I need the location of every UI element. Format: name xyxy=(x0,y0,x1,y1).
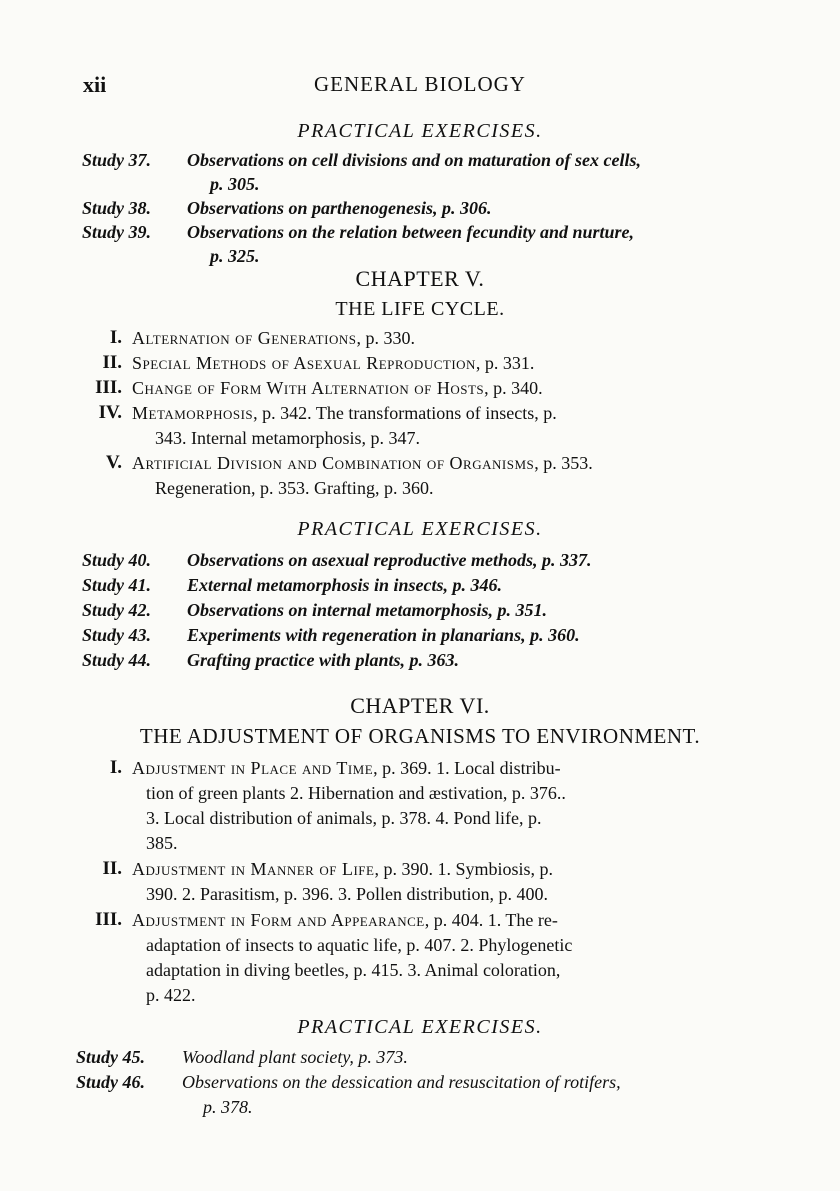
chapter-title: CHAPTER VI. xyxy=(350,693,490,718)
study-label: Study 43. xyxy=(82,625,152,645)
practical-exercises-heading: PRACTICAL EXERCISES. xyxy=(297,120,543,142)
practical-exercises-heading: PRACTICAL EXERCISES. xyxy=(297,518,543,540)
section-continuation: adaptation of insects to aquatic life, p. 407. 2. Phylogenetic xyxy=(146,935,573,955)
study-page: p. 305. xyxy=(210,174,260,194)
section-number: II. xyxy=(102,858,122,879)
study-entry xyxy=(0,1070,840,1118)
section-heading: Special Methods of Asexual Reproduction xyxy=(132,353,476,373)
section-continuation: 385. xyxy=(146,833,178,853)
page-number: xii xyxy=(83,72,107,97)
study-text: Observations on internal metamorphosis, p. 351. xyxy=(187,600,548,620)
section-number: I. xyxy=(109,327,122,348)
section-continuation: 390. 2. Parasitism, p. 396. 3. Pollen distribution, p. 400. xyxy=(146,884,549,904)
study-text: Observations on parthenogenesis, p. 306. xyxy=(187,198,492,218)
section-number: I. xyxy=(109,757,122,778)
section-number: V. xyxy=(105,452,122,473)
study-entry xyxy=(0,1045,840,1069)
study-text: External metamorphosis in insects, p. 346. xyxy=(187,575,503,595)
study-label: Study 45. xyxy=(76,1047,146,1067)
study-text: Observations on cell divisions and on maturation of sex cells, xyxy=(187,150,642,170)
study-label: Study 42. xyxy=(82,600,152,620)
study-entry xyxy=(0,148,840,196)
section-continuation: 3. Local distribution of animals, p. 378. 4. Pond life, p. xyxy=(146,808,542,828)
study-entry xyxy=(0,573,840,597)
section-number: III. xyxy=(95,909,122,930)
section-page: , p. 340. xyxy=(484,378,543,398)
study-label: Study 46. xyxy=(76,1072,146,1092)
section-page: , p. 369. 1. Local distribu- xyxy=(373,758,561,778)
chapter-subtitle: THE ADJUSTMENT OF ORGANISMS TO ENVIRONMENT. xyxy=(139,724,701,748)
section-number: IV. xyxy=(98,402,122,423)
section-heading: Adjustment in Form and Appearance xyxy=(132,910,425,930)
section-heading: Artificial Division and Combination of Organisms xyxy=(132,453,535,473)
study-entry xyxy=(0,648,840,672)
study-label: Study 39. xyxy=(82,222,152,242)
section-page: , p. 390. 1. Symbiosis, p. xyxy=(374,859,553,879)
study-text: Observations on the dessication and resuscitation of rotifers, xyxy=(182,1072,621,1092)
section-page: , p. 331. xyxy=(475,353,535,373)
section-continuation: 343. Internal metamorphosis, p. 347. xyxy=(155,428,420,448)
study-entry xyxy=(0,598,840,622)
section-page: , p. 330. xyxy=(356,328,415,348)
chapter-subtitle: THE LIFE CYCLE. xyxy=(335,298,505,320)
study-label: Study 38. xyxy=(82,198,152,218)
section-page: , p. 342. The transformations of insects, p. xyxy=(253,403,557,423)
section-heading: Metamorphosis xyxy=(132,403,254,423)
practical-exercises-heading: PRACTICAL EXERCISES. xyxy=(297,1016,543,1038)
section-continuation: tion of green plants 2. Hibernation and æstivation, p. 376.. xyxy=(146,783,566,803)
section-heading: Adjustment in Place and Time xyxy=(132,758,374,778)
study-entry xyxy=(0,548,840,572)
section-number: III. xyxy=(95,377,122,398)
study-text: Experiments with regeneration in planarians, p. 360. xyxy=(187,625,580,645)
study-text: Observations on asexual reproductive methods, p. 337. xyxy=(187,550,592,570)
study-label: Study 37. xyxy=(82,150,152,170)
study-entry xyxy=(0,196,840,220)
study-text: Woodland plant society, p. 373. xyxy=(182,1047,408,1067)
study-text: Grafting practice with plants, p. 363. xyxy=(187,650,460,670)
study-label: Study 41. xyxy=(82,575,152,595)
running-title: GENERAL BIOLOGY xyxy=(314,72,526,96)
section-number: II. xyxy=(102,352,122,373)
section-continuation: p. 422. xyxy=(146,985,196,1005)
section-heading: Change of Form With Alternation of Hosts xyxy=(132,378,485,398)
study-page: p. 378. xyxy=(203,1097,253,1117)
chapter-title: CHAPTER V. xyxy=(355,266,485,291)
section-page: , p. 404. 1. The re- xyxy=(424,910,558,930)
section-continuation: Regeneration, p. 353. Grafting, p. 360. xyxy=(155,478,434,498)
study-entry xyxy=(0,623,840,647)
section-heading: Adjustment in Manner of Life xyxy=(132,859,375,879)
study-page: p. 325. xyxy=(210,246,260,266)
page-header xyxy=(0,72,840,102)
study-entry xyxy=(0,220,840,268)
section-heading: Alternation of Generations xyxy=(132,328,357,348)
section-continuation: adaptation in diving beetles, p. 415. 3. Animal coloration, xyxy=(146,960,561,980)
study-label: Study 40. xyxy=(82,550,152,570)
section-page: , p. 353. xyxy=(534,453,593,473)
study-label: Study 44. xyxy=(82,650,152,670)
study-text: Observations on the relation between fecundity and nurture, xyxy=(187,222,635,242)
